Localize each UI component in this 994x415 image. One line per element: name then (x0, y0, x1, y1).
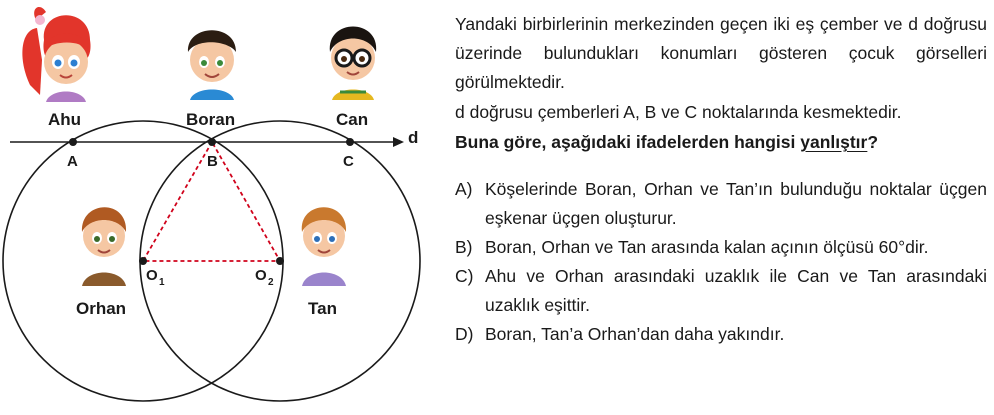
name-can: Can (336, 110, 369, 129)
can-illustration (330, 27, 376, 101)
point-o2-label: O (255, 267, 267, 284)
name-tan: Tan (308, 299, 337, 318)
question-prompt-suffix: ? (867, 132, 879, 152)
question-prompt-prefix: Buna göre, aşağıdaki ifadelerden hangisi (455, 132, 801, 152)
point-o1-dot (139, 257, 147, 265)
orhan-illustration (82, 207, 126, 286)
point-o1-label: O (146, 267, 158, 284)
question-stem-2: d doğrusu çemberleri A, B ve C noktalarında kesmektedir. (455, 102, 902, 122)
point-c-dot (346, 138, 354, 146)
option-a[interactable] (455, 175, 987, 233)
tan-illustration (302, 207, 346, 286)
point-a-label: A (67, 153, 78, 170)
point-c-label: C (343, 153, 354, 170)
geometry-figure (0, 0, 445, 410)
answer-options (455, 175, 987, 349)
option-text: Köşelerinde Boran, Orhan ve Tan’ın bulunduğu noktalar üçgen eşkenar üçgen oluşturur. (485, 179, 987, 228)
point-o1-subscript: 1 (159, 277, 165, 288)
question-prompt-underlined: yanlıştır (800, 132, 868, 152)
line-d-arrow (393, 137, 404, 147)
question-stem-1: Yandaki birbirlerinin merkezinden geçen iki eş çember ve d doğrusu üzerinde bulundukları konumları gösteren çocuk görselleri görülmektedir. (455, 14, 987, 92)
question-prompt (455, 128, 987, 157)
point-b-dot (208, 138, 216, 146)
point-o2-subscript: 2 (268, 277, 274, 288)
option-text: Boran, Orhan ve Tan arasında kalan açının ölçüsü 60°dir. (485, 237, 929, 257)
option-letter: A) (455, 179, 473, 199)
point-a-dot (69, 138, 77, 146)
option-letter: B) (455, 237, 473, 257)
option-letter: C) (455, 266, 474, 286)
option-text: Boran, Tan’a Orhan’dan daha yakındır. (485, 324, 785, 344)
option-b[interactable] (455, 233, 987, 262)
name-orhan: Orhan (76, 299, 127, 318)
point-b-label: B (207, 153, 218, 170)
name-boran: Boran (186, 110, 236, 129)
option-text: Ahu ve Orhan arasındaki uzaklık ile Can ve Tan arasındaki uzaklık eşittir. (485, 266, 987, 315)
question-block (455, 10, 987, 349)
ahu-illustration (22, 7, 90, 102)
line-d-label: d (408, 128, 419, 147)
name-ahu: Ahu (48, 110, 82, 129)
point-o2-dot (276, 257, 284, 265)
option-d[interactable] (455, 320, 987, 349)
figure-svg (0, 0, 445, 410)
boran-illustration (188, 30, 236, 100)
option-c[interactable] (455, 262, 987, 320)
option-letter: D) (455, 324, 474, 344)
